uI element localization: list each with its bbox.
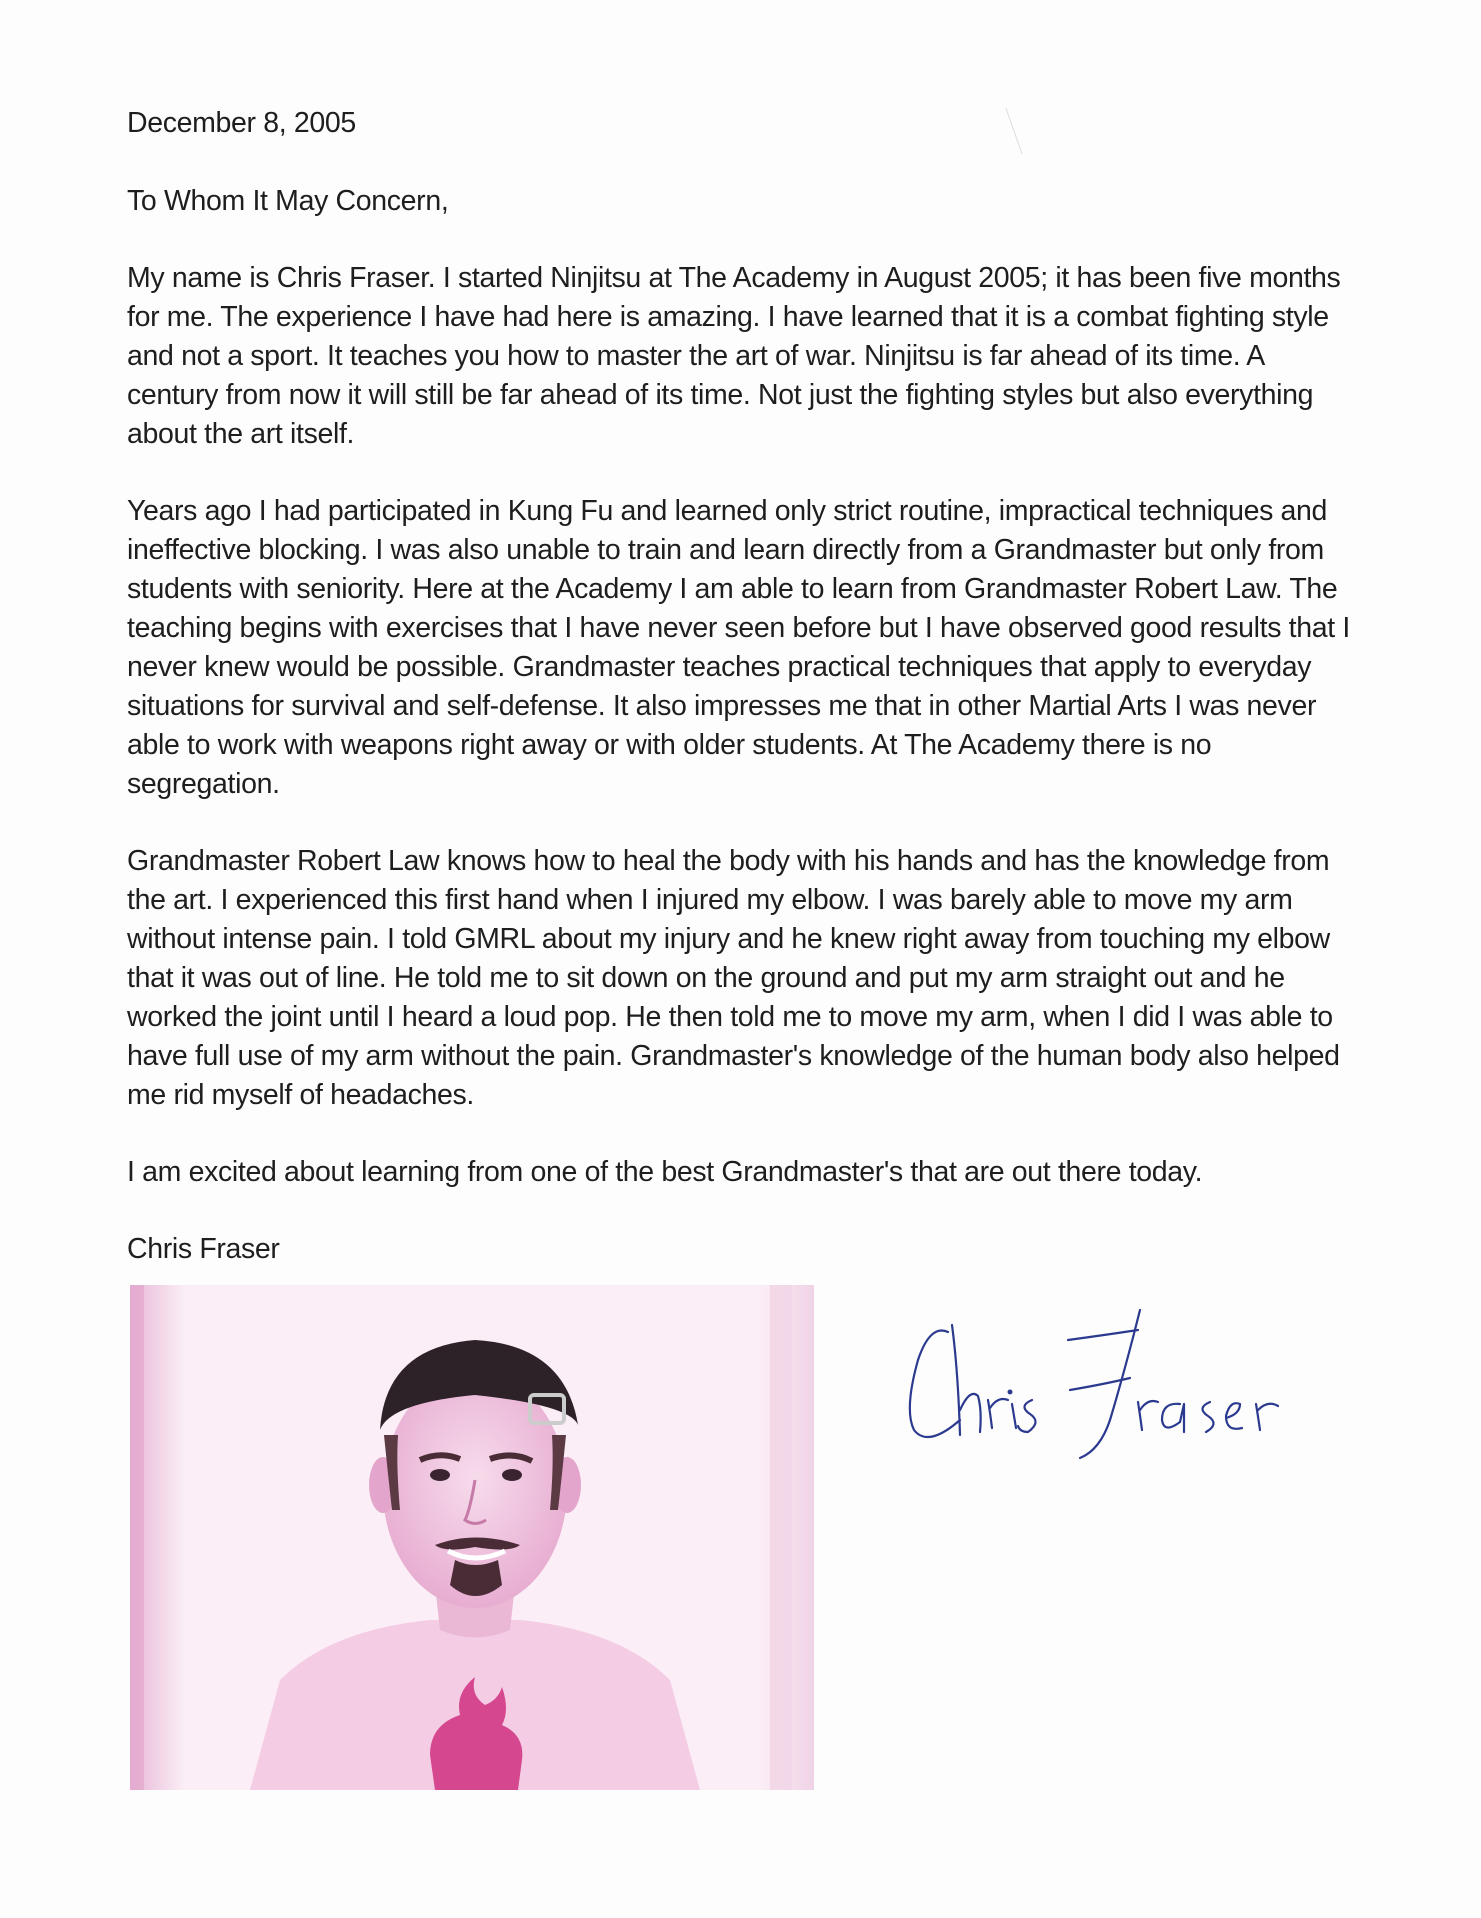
letter-closing-line: I am excited about learning from one of the best Grandmaster's that are out there today.	[127, 1156, 1203, 1188]
letter-signoff: Chris Fraser	[127, 1233, 280, 1265]
letter-date: December 8, 2005	[127, 107, 356, 139]
letter-body	[127, 104, 1357, 1269]
letter-paragraph-2: Years ago I had participated in Kung Fu and learned only strict routine, impractical techniques and ineffective blocking. I was also unable to train and learn directly from a Grandmaster but only from students with seniority. Here at the Academy I am able to learn from Grandmaster Robert Law. The teaching begins with exercises that I have never seen before but I have observed good results that I never knew would be possible. Grandmaster teaches practical techniques that apply to everyday situations for survival and self-defense. It also impresses me that in other Martial Arts I was never able to work with weapons right away or with older students. At The Academy there is no segregation.	[127, 495, 1350, 800]
portrait-photo	[130, 1285, 814, 1790]
handwritten-signature	[900, 1300, 1380, 1500]
letter-paragraph-1: My name is Chris Fraser. I started Ninjitsu at The Academy in August 2005; it has been five months for me. The experience I have had here is amazing. I have learned that it is a combat fighting style and not a sport. It teaches you how to master the art of war. Ninjitsu is far ahead of its time. A century from now it will still be far ahead of its time. Not just the fighting styles but also everything about the art itself.	[127, 262, 1341, 450]
letter-salutation: To Whom It May Concern,	[127, 185, 449, 217]
letter-paragraph-3: Grandmaster Robert Law knows how to heal the body with his hands and has the knowledge from the art. I experienced this first hand when I injured my elbow. I was barely able to move my arm without intense pain. I told GMRL about my injury and he knew right away from touching my elbow that it was out of line. He told me to sit down on the ground and put my arm straight out and he worked the joint until I heard a loud pop. He then told me to move my arm, when I did I was able to have full use of my arm without the pain. Grandmaster's knowledge of the human body also helped me rid myself of headaches.	[127, 845, 1340, 1111]
